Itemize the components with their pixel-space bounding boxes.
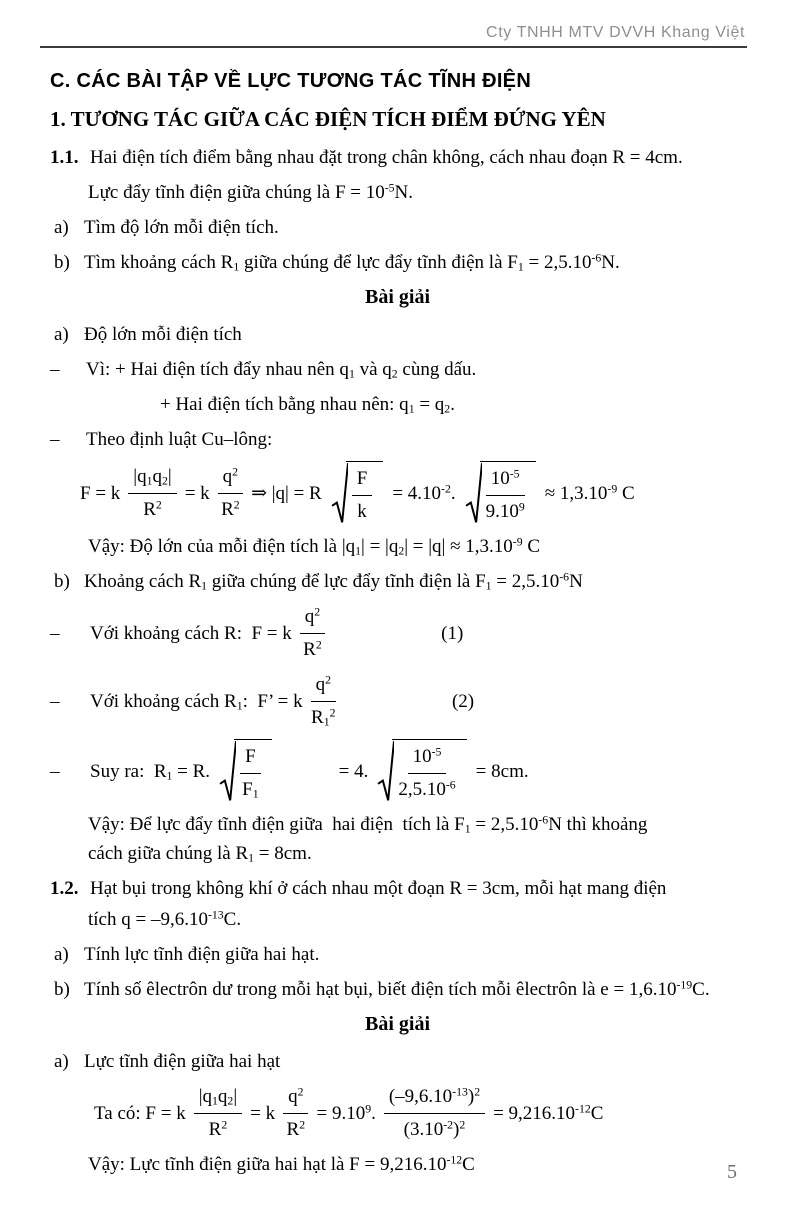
item-text: Độ lớn mỗi điện tích <box>84 324 242 345</box>
fraction-numerator: $|q_1q_2|$ <box>128 463 176 494</box>
formula-text: ⇒ |q| = R <box>251 482 322 504</box>
statement-text: Hạt bụi trong không khí ở cách nhau một đoạn R = 3cm, mỗi hạt mang điện <box>90 878 667 899</box>
radicand <box>346 461 384 525</box>
problem-1-2-item-b <box>50 976 745 1003</box>
item-marker: a) <box>54 324 69 345</box>
fraction-denominator: $(3.10^{-2})^2$ <box>403 1118 466 1140</box>
page-content <box>0 48 789 1178</box>
problem-1-2-statement-line-2 <box>88 906 745 933</box>
fraction <box>311 671 336 731</box>
fraction <box>398 743 455 803</box>
fraction <box>486 465 525 525</box>
conclusion-text: Vậy: Để lực đẩy tĩnh điện giữa hai điện tích là $F_1 = 2,5.10^{-6}N$ thì khoảng <box>88 813 648 836</box>
equation-label: (1) <box>441 622 464 644</box>
formula-derive-r1 <box>50 739 745 803</box>
fraction <box>240 743 261 803</box>
fraction-numerator: $q^2$ <box>300 603 325 634</box>
statement-text: tích $q = -9,6.10^{-13}C$. <box>88 908 242 930</box>
fraction-numerator: F <box>240 743 261 774</box>
solution-heading: Bài giải <box>364 1013 430 1035</box>
header-company-text: Cty TNHH MTV DVVH Khang Việt <box>486 24 745 41</box>
fraction-denominator: 9.10$^9$ <box>485 500 525 522</box>
fraction-numerator: $q^2$ <box>218 463 243 494</box>
item-text: Tìm khoảng cách $R_1$ giữa chúng để lực đẩy tĩnh điện là $F_1 = 2,5.10^{-6}N$. <box>84 251 620 274</box>
fraction-numerator: $(-9,6.10^{-13})^2$ <box>384 1083 485 1114</box>
item-marker: a) <box>54 217 69 238</box>
fraction-numerator: $|q_1q_2|$ <box>194 1083 242 1114</box>
formula-text: = $9.10^9$. <box>316 1102 376 1124</box>
problem-1-1-statement-line-1 <box>50 144 745 171</box>
equation-label: (2) <box>451 690 475 712</box>
solution-1-1-b-title <box>50 568 745 595</box>
formula-text: Với khoảng cách R: F = k <box>90 622 292 644</box>
item-marker: b) <box>54 979 70 1000</box>
formula-result: = 8cm. <box>475 760 529 782</box>
fraction-denominator: $R^2$ <box>208 1118 228 1140</box>
formula-text: Suy ra: $R_1 = R$. <box>90 760 211 783</box>
conclusion-text: cách giữa chúng là $R_1 = 8cm$. <box>88 843 312 865</box>
item-marker: b) <box>54 571 70 592</box>
solution-step-law <box>50 426 745 453</box>
equation-1 <box>50 603 745 663</box>
problem-1-2-statement-line-1 <box>50 875 745 902</box>
radical-sign <box>219 739 236 803</box>
solution-1-2-a-title <box>50 1048 745 1075</box>
fraction-denominator: $R_1^2$ <box>311 706 336 729</box>
square-root <box>377 739 466 803</box>
formula-result: ≈ $1,3.10^{-9}$ C <box>544 482 635 504</box>
formula-text: = k <box>250 1102 276 1124</box>
step-text: + Hai điện tích bằng nhau nên: $q_1 = q_2$. <box>160 394 455 416</box>
item-marker: a) <box>54 944 69 965</box>
equation-2 <box>50 671 745 731</box>
formula-text: = k <box>184 482 210 504</box>
fraction-denominator: $2,5.10^{-6}$ <box>398 778 456 800</box>
fraction-numerator: $10^{-5}$ <box>486 465 525 496</box>
fraction-denominator: $R^2$ <box>143 498 162 520</box>
section-heading: C. CÁC BÀI TẬP VỀ LỰC TƯƠNG TÁC TĨNH ĐIỆN <box>50 70 532 92</box>
radical-sign <box>465 461 482 525</box>
dash-marker: – <box>50 359 60 380</box>
formula-coulomb-derivation <box>76 461 745 525</box>
dash-marker: – <box>50 690 60 712</box>
fraction-denominator: $R^2$ <box>286 1118 306 1140</box>
fraction <box>128 463 176 523</box>
dash-marker: – <box>50 622 60 644</box>
fraction-numerator: F <box>352 465 373 496</box>
radical-sign <box>331 461 348 525</box>
formula-text: Ta có: F = k <box>94 1102 186 1124</box>
problem-1-1-number: 1.1. <box>50 147 79 168</box>
step-text: Vì: + Hai điện tích đẩy nhau nên $q_1$ và $q_2$ cùng dấu. <box>86 359 477 381</box>
step-text: Theo định luật Cu–lông: <box>86 429 273 450</box>
fraction-denominator: k <box>357 501 367 522</box>
problem-1-2-item-a <box>50 941 745 968</box>
conclusion-b-line-1 <box>88 811 745 838</box>
problem-1-1-statement-line-2 <box>88 179 745 206</box>
fraction <box>218 463 243 523</box>
fraction-numerator: $10^{-5}$ <box>408 743 447 774</box>
radicand <box>234 739 272 803</box>
subsection-heading: 1. TƯƠNG TÁC GIỮA CÁC ĐIỆN TÍCH ĐIỂM ĐỨNG YÊN <box>50 107 606 131</box>
conclusion-a <box>88 533 745 560</box>
page-header <box>0 0 789 48</box>
formula-result: = $9,216.10^{-12}C$ <box>493 1102 604 1124</box>
fraction <box>352 465 373 525</box>
fraction <box>384 1083 485 1143</box>
item-text: Lực tĩnh điện giữa hai hạt <box>84 1051 281 1072</box>
statement-text: Hai điện tích điểm bằng nhau đặt trong chân không, cách nhau đoạn R = 4cm. <box>90 147 683 168</box>
radical-sign <box>377 739 394 803</box>
statement-text: Lực đẩy tĩnh điện giữa chúng là $F = 10^{-5}N$. <box>88 181 414 203</box>
fraction-numerator: $q^2$ <box>283 1083 308 1114</box>
page-number: 5 <box>727 1161 737 1183</box>
conclusion-text: Vậy: Lực tĩnh điện giữa hai hạt là $F = 9,216.10^{-12}C$ <box>88 1153 475 1175</box>
solution-heading: Bài giải <box>364 286 430 308</box>
formula-text: Với khoảng cách $R_1$: F’ = k <box>90 690 303 713</box>
fraction-denominator: $R^2$ <box>303 638 322 660</box>
radicand <box>480 461 536 525</box>
conclusion-b-line-2 <box>88 840 745 867</box>
item-text: Tìm độ lớn mỗi điện tích. <box>84 217 279 238</box>
formula-force-calculation <box>90 1083 745 1143</box>
formula-text: F = k <box>80 482 121 504</box>
fraction-denominator: $F_1$ <box>242 779 259 801</box>
fraction-numerator: $q^2$ <box>311 671 336 702</box>
fraction <box>194 1083 242 1143</box>
square-root <box>465 461 536 525</box>
solution-1-1-a-title <box>50 321 745 348</box>
problem-1-2-number: 1.2. <box>50 878 79 899</box>
item-text: Khoảng cách $R_1$ giữa chúng để lực đẩy tĩnh điện là $F_1 = 2,5.10^{-6}N$ <box>84 570 583 593</box>
radicand <box>392 739 466 803</box>
problem-1-1-item-a <box>50 214 745 241</box>
item-marker: a) <box>54 1051 69 1072</box>
dash-marker: – <box>50 760 60 782</box>
square-root <box>219 739 272 803</box>
conclusion-1-2 <box>88 1151 745 1178</box>
formula-text: = 4. <box>338 760 369 782</box>
solution-step-reason-2 <box>160 391 745 418</box>
item-text: Tính lực tĩnh điện giữa hai hạt. <box>84 944 320 965</box>
fraction <box>283 1083 308 1143</box>
conclusion-text: Vậy: Độ lớn của mỗi điện tích là $|q_1| = |q_2| = |q| \approx 1,3.10^{-9}$ C <box>88 535 541 558</box>
item-marker: b) <box>54 252 70 273</box>
solution-step-reason-1 <box>50 356 745 383</box>
fraction <box>300 603 325 663</box>
square-root <box>331 461 384 525</box>
dash-marker: – <box>50 429 60 450</box>
fraction-denominator: $R^2$ <box>221 498 240 520</box>
problem-1-1-item-b <box>50 249 745 276</box>
item-text: Tính số êlectrôn dư trong mỗi hạt bụi, biết điện tích mỗi êlectrôn là $e = 1,6.10^{-19}C$. <box>84 978 710 1000</box>
formula-text: = $4.10^{-2}$. <box>392 482 456 504</box>
